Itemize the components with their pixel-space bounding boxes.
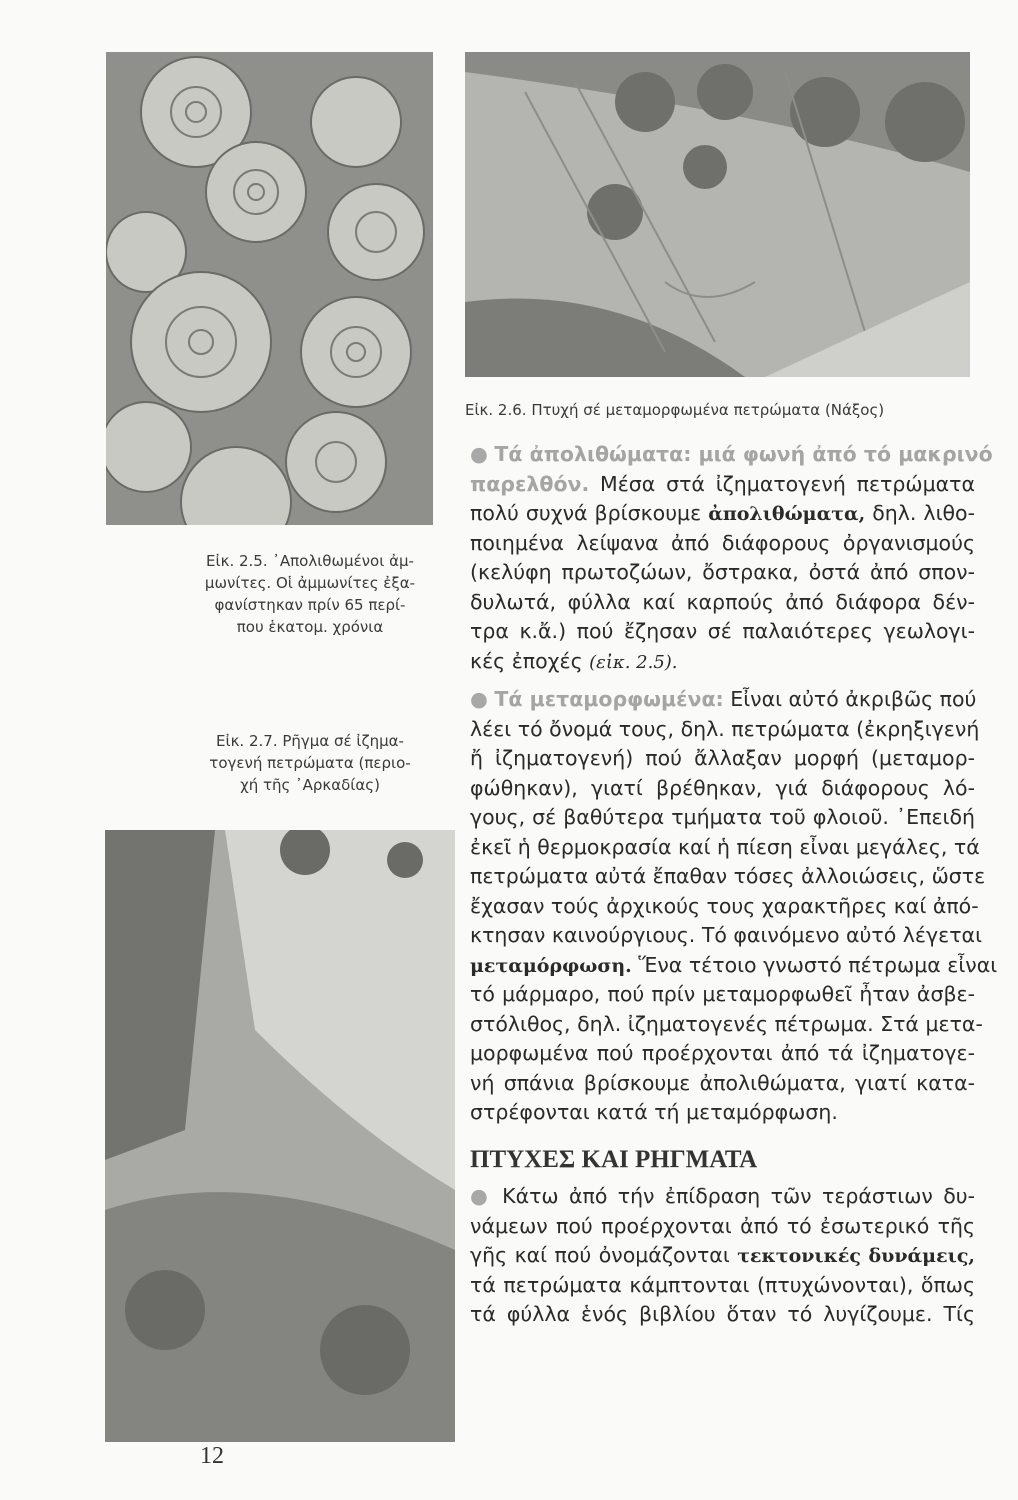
text-line: νή σπάνια βρίσκουμε ἀπολιθώματα, γιατί κατα- [470,1070,975,1095]
text-line: Μέσα στά ἰζηματογενή πετρώματα [589,471,975,496]
text-line: τρα κ.ἄ.) πού ἔζησαν σέ παλαιότερες γεωλογι- [470,619,975,643]
fossils-heading-end: παρελθόν. [470,471,590,496]
caption-line: που ἑκατομ. χρόνια [236,618,384,636]
text-line: Εἶναι αὐτό ἀκριβῶς πού [723,687,977,711]
metamorphic-heading: Τά μεταμορφωμένα: [494,687,724,711]
text-line: ἐκεῖ ἡ θερμοκρασία καί ἡ πίεση εἶναι μεγάλες, τά [470,834,980,859]
fault-photo [105,830,455,1442]
text-line: στρέφονται κατά τή μεταμόρφωση. [470,1100,838,1124]
fold-photo [465,52,970,377]
caption-line: τογενή πετρώματα (περιο- [209,754,411,772]
term-tectonic-forces: τεκτονικές δυνάμεις, [737,1245,975,1267]
text-line: δηλ. λιθο- [865,501,975,525]
page-number: 12 [200,1443,224,1469]
text-line: πετρώματα αὐτά ἔπαθαν τόσες ἀλλοιώσεις, ὥστε [470,864,986,888]
text-line: πολύ συχνά βρίσκουμε [470,501,709,525]
bullet-icon: ● [470,687,488,711]
bullet-icon: ● [470,1184,492,1208]
text-line: (κελύφη πρωτοζώων, ὄστρακα, ὀστά ἀπό σπον- [470,560,975,584]
caption-line: μωνίτες. Οἱ ἀμμωνίτες ἐξα- [204,574,416,592]
caption-line: Εἰκ. 2.7. Ρῆγμα σέ ἰζημα- [216,732,404,750]
fossils-heading: Τά ἀπολιθώματα: μιά φωνή ἀπό τό μακρινό [494,442,993,466]
text-line: στόλιθος, δηλ. ἰζηματογενές πέτρωμα. Στά μετα- [470,1011,983,1036]
section-folds-faults [470,1138,975,1330]
text-line: γῆς καί πού ὀνομάζονται [470,1243,738,1267]
text-line: ἔχασαν τούς ἀρχικούς τους χαρακτῆρες καί ἀπό- [470,893,979,918]
text-line: δυλωτά, φύλλα καί καρπούς ἀπό διάφορα δέν- [470,589,975,614]
text-line: ποιημένα λείψανα ἀπό διάφορους ὀργανισμούς [470,530,975,555]
text-line: φώθηκαν), γιατί βρέθηκαν, γιά διάφορους λό- [470,775,975,800]
figure-2-5-caption [165,550,455,638]
text-line: ἤ ἰζηματογενή) πού ἄλλαξαν μορφή (μεταμορ- [470,746,975,770]
figure-2-7-caption [165,730,455,796]
text-line: γους, σέ βαθύτερα τμήματα τοῦ φλοιοῦ. ᾿Επειδή [470,805,975,829]
figure-2-6-caption: Εἰκ. 2.6. Πτυχή σέ μεταμορφωμένα πετρώματα (Νάξος) [465,401,885,419]
text-line: κτησαν καινούργιους. Τό φαινόμενο αὐτό λέγεται [470,923,982,947]
section-title: ΠΤΥΧΕΣ ΚΑΙ ΡΗΓΜΑΤΑ [470,1146,758,1173]
paragraph-metamorphic [470,685,998,1128]
term-metamorphosis: μεταμόρφωση. [470,954,632,977]
text-line: νάμεων πού προέρχονται ἀπό τό ἐσωτερικό τῆς [470,1213,975,1238]
text-line: τό μάρμαρο, πού πρίν μεταμορφωθεῖ ἦταν ἀσβε- [470,982,975,1006]
text-line: Κάτω ἀπό τήν ἐπίδραση τῶν τεράστιων δυ- [502,1184,975,1208]
text-line: τά φύλλα ἑνός βιβλίου ὅταν τό λυγίζουμε. Τίς [470,1302,975,1326]
caption-line: χή τῆς ᾿Αρκαδίας) [240,776,380,794]
paragraph-fossils [470,440,993,676]
bullet-icon: ● [470,442,488,466]
ammonites-photo [106,52,433,525]
text-line: Ἕνα τέτοιο γνωστό πέτρωμα εἶναι [631,952,998,977]
term-fossils: ἀπολιθώματα, [708,503,866,525]
figure-reference: (εἰκ. 2.5). [589,651,678,673]
caption-line: Εἰκ. 2.5. ᾿Απολιθωμένοι ἀμ- [206,552,414,570]
text-line: τά πετρώματα κάμπτονται (πτυχώνονται), ὅπως [470,1272,975,1297]
text-line: λέει τό ὄνομά τους, δηλ. πετρώματα (ἐκρηξιγενή [470,716,980,741]
caption-line: φανίστηκαν πρίν 65 περί- [214,596,406,614]
text-line: μορφωμένα πού προέρχονται ἀπό τά ἰζηματογε- [470,1041,975,1065]
text-line: κές ἐποχές [470,648,590,673]
